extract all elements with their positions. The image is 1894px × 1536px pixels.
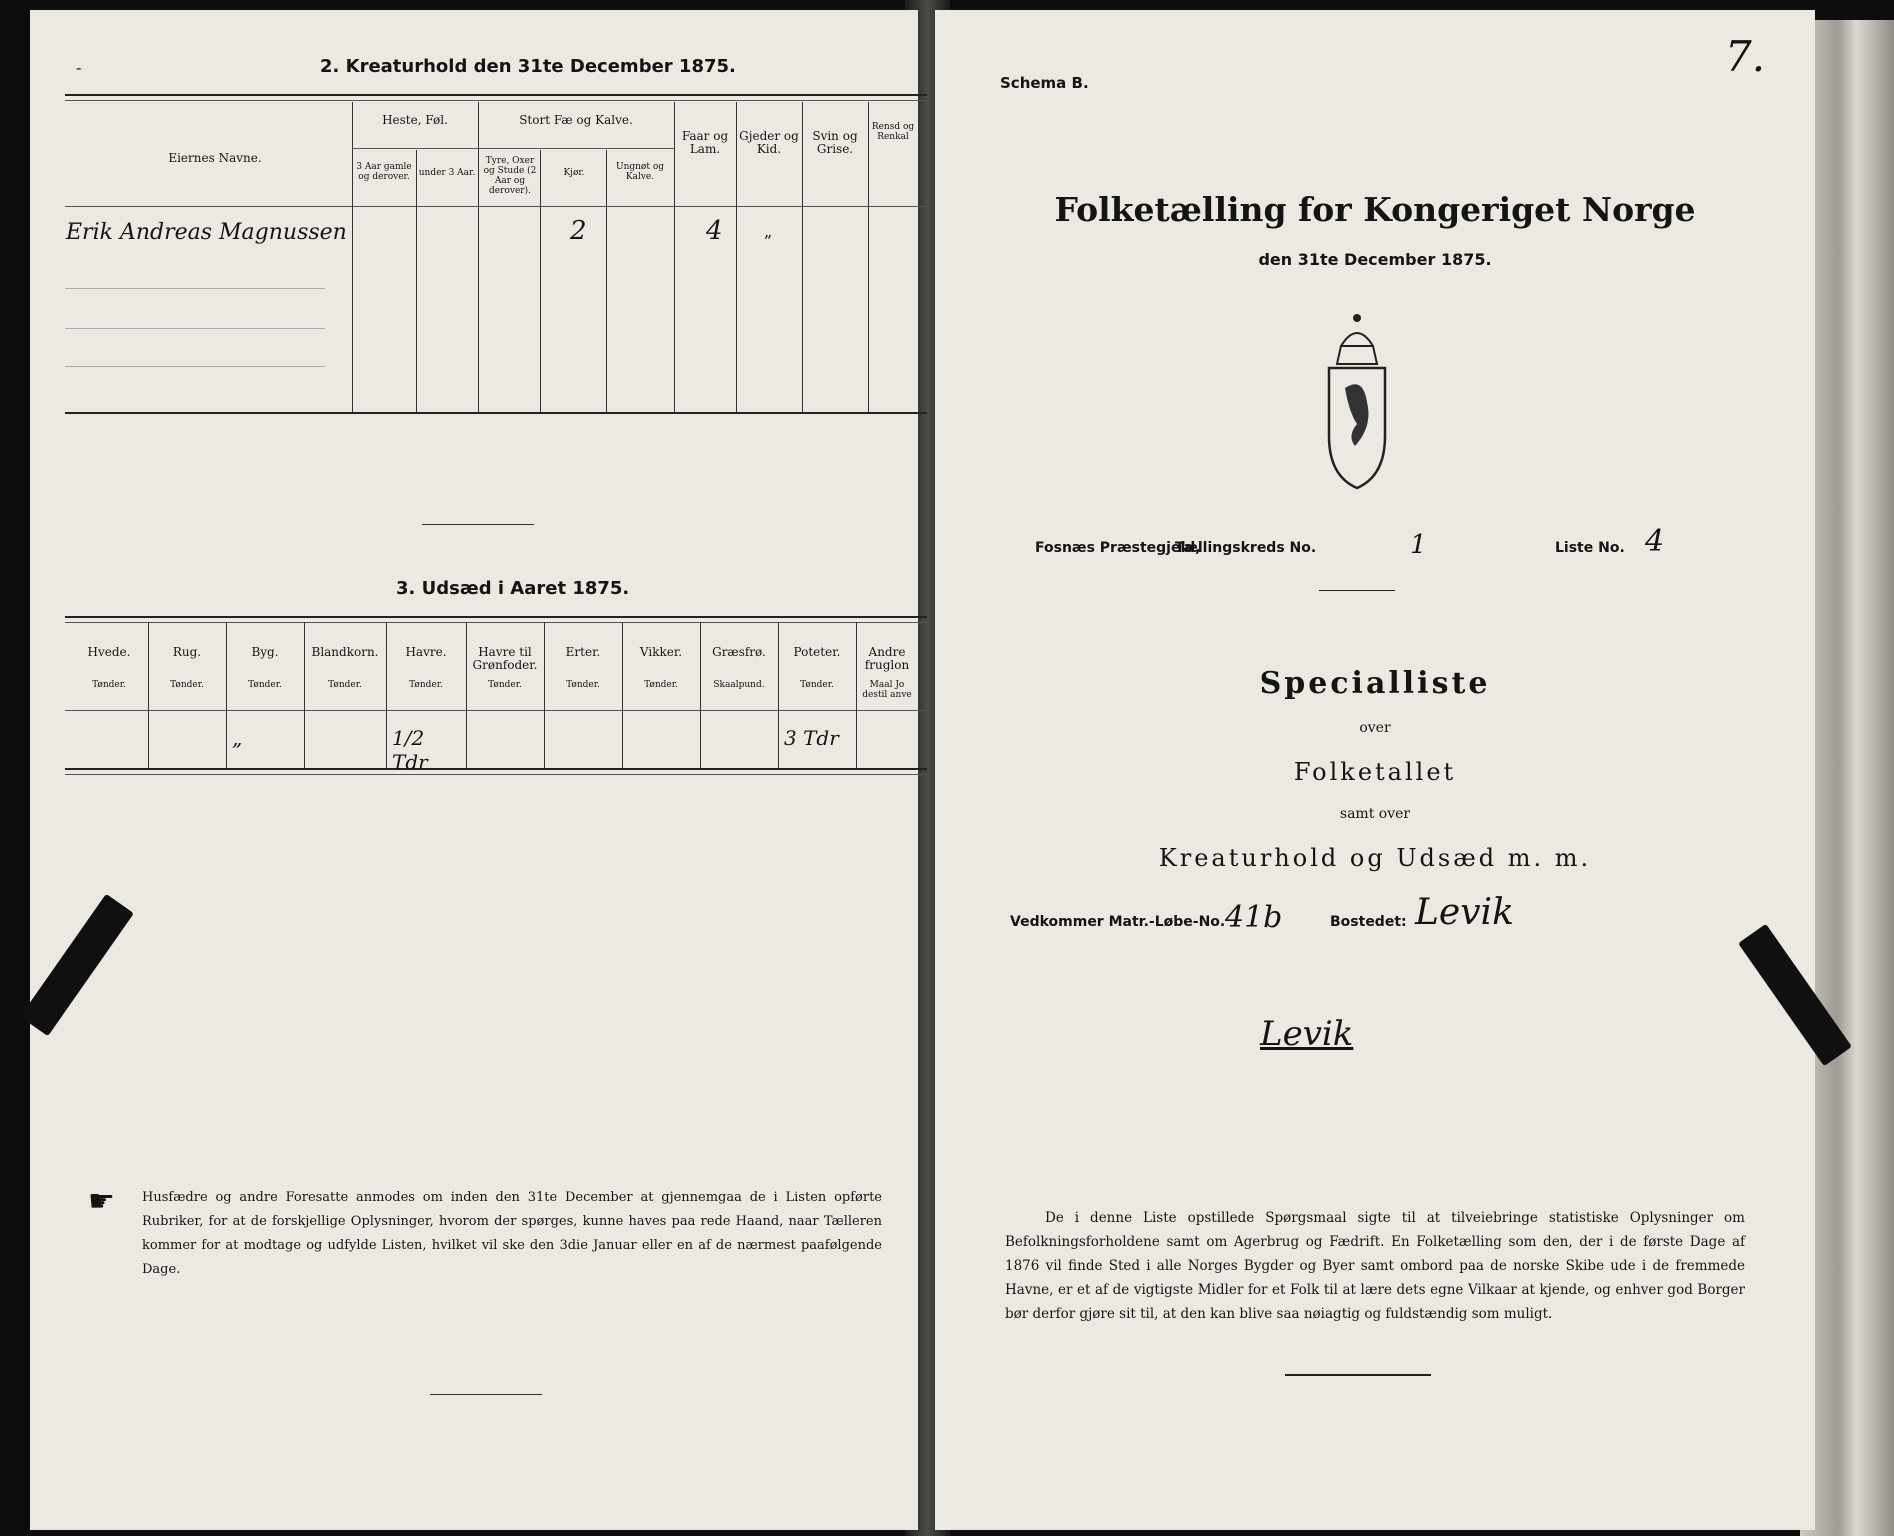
place-name: Levik <box>1260 1014 1354 1054</box>
intro-paragraph: De i denne Liste opstillede Spørgsmaal sigte til at tilveiebringe statistiske Oplysninger om Befolkningsforholdene samt om Agerbrug og Fædrift. En Folketælling som den, der i de første Dage af 1876 vil finde Sted i alle Norges Bygder og Byer samt ombord paa de norske Skibe ude i de fremmede Havne, er et af de vigtigste Midler for et Folk til at lære dets egne Vilkaar at kjende, og enhver god Borger bør derfor gjøre sit til, at den kan blive saa nøiagtig og fuldstændig som muligt. <box>1005 1210 1745 1322</box>
table3-bottom-rule <box>65 768 927 770</box>
pointing-hand-icon: ☛ <box>88 1184 115 1219</box>
subheader-rule <box>352 148 674 149</box>
page-number: 7. <box>1725 32 1766 81</box>
left-page <box>30 10 918 1530</box>
sheep-count: 4 <box>706 216 723 246</box>
seed-col-unit: Maal Jo destil anve <box>862 680 912 700</box>
bosted-value: Levik <box>1415 892 1514 933</box>
header-owner: Eiernes Navne. <box>168 151 262 165</box>
matr-value: 41b <box>1225 900 1283 935</box>
separator-rule <box>1319 590 1395 591</box>
col-rule <box>736 102 737 412</box>
seed-col-header: Vikker. <box>639 645 683 659</box>
seed-col-unit: Skaalpund. <box>713 680 765 690</box>
col-rule <box>674 102 675 412</box>
col-rule <box>540 150 541 412</box>
coat-of-arms-icon <box>1319 306 1395 492</box>
table2-top-rule <box>65 94 927 96</box>
seed-col-unit: Tønder. <box>488 680 522 690</box>
header-cattle-sub1: Tyre, Oxer og Stude (2 Aar og derover). <box>483 156 537 196</box>
seed-col-header: Græsfrø. <box>712 645 766 659</box>
list-label: Liste No. <box>1555 540 1625 556</box>
kreaturhold-label: Kreaturhold og Udsæd m. m. <box>1158 844 1592 872</box>
header-reindeer: Rensd og Renkal <box>871 122 915 142</box>
seed-col-unit: Tønder. <box>92 680 126 690</box>
table2-header-rule <box>65 206 927 207</box>
specialliste-title: Specialliste <box>1259 666 1491 701</box>
header-pigs: Svin og Grise. <box>812 129 858 156</box>
seed-col-header: Byg. <box>251 645 279 659</box>
samt-over-label: samt over <box>1339 806 1411 822</box>
seed-col-header: Blandkorn. <box>311 645 379 659</box>
owner-name: Erik Andreas Magnussen <box>66 220 347 245</box>
col-rule <box>606 150 607 412</box>
table3-top-rule <box>65 616 927 618</box>
seed-cell-value: „ <box>232 726 243 750</box>
seed-col-rule <box>304 622 305 768</box>
seed-col-unit: Tønder. <box>328 680 362 690</box>
separator-rule <box>422 524 534 525</box>
seed-col-unit: Tønder. <box>170 680 204 690</box>
seed-col-rule <box>622 622 623 768</box>
row-rule <box>65 288 325 289</box>
main-subtitle: den 31te December 1875. <box>1258 250 1492 269</box>
schema-label: Schema B. <box>1000 74 1089 92</box>
seed-col-header: Erter. <box>565 645 601 659</box>
seed-col-header: Rug. <box>172 645 202 659</box>
row-rule <box>65 366 325 367</box>
col-rule <box>416 150 417 412</box>
bosted-label: Bostedet: <box>1330 914 1407 930</box>
header-horses: Heste, Føl. <box>382 113 448 127</box>
seed-col-unit: Tønder. <box>409 680 443 690</box>
list-value: 4 <box>1645 524 1665 559</box>
seed-col-rule <box>544 622 545 768</box>
over-label: over <box>1359 720 1391 736</box>
seed-col-header: Havre. <box>405 645 447 659</box>
notice-text: Husfædre og andre Foresatte anmodes om inden den 31te December at gjennemgaa de i Listen opførte Rubriker, for at de forskjellige Oplysninger, hvorom der spørges, kunne haves paa rede Haand, naar Tælleren kommer for at modtage og udfylde Listen, hvilket vil ske den 3die Januar eller en af de nærmest paafølgende Dage. <box>142 1190 882 1277</box>
folketallet-label: Folketallet <box>1293 758 1457 786</box>
header-horses-sub1: 3 Aar gamle og derover. <box>356 162 412 182</box>
right-page <box>935 10 1815 1530</box>
seed-col-header: Hvede. <box>87 645 131 659</box>
seed-cell-value: 1/2 Tdr <box>392 726 428 774</box>
header-sheep: Faar og Lam. <box>681 129 729 156</box>
seed-col-unit: Tønder. <box>644 680 678 690</box>
section3-title: 3. Udsæd i Aaret 1875. <box>396 578 630 599</box>
header-cattle-sub2: Kjør. <box>563 168 585 178</box>
table2-bottom-rule <box>65 412 927 414</box>
seed-col-unit: Tønder. <box>800 680 834 690</box>
table3-bottom-rule2 <box>65 774 927 775</box>
seed-col-unit: Tønder. <box>248 680 282 690</box>
separator-rule <box>430 1394 542 1395</box>
separator-rule <box>1285 1374 1431 1376</box>
seed-col-rule <box>778 622 779 768</box>
header-cattle: Stort Fæ og Kalve. <box>519 113 633 127</box>
parish-label: Fosnæs Præstegjeld, <box>1035 540 1201 556</box>
seed-col-header: Andre fruglon <box>864 645 910 672</box>
table2-top-rule2 <box>65 100 927 101</box>
col-rule <box>868 102 869 412</box>
seed-cell-value: 3 Tdr <box>784 726 839 750</box>
header-goats: Gjeder og Kid. <box>739 129 799 156</box>
seed-col-header: Poteter. <box>793 645 841 659</box>
seed-col-rule <box>386 622 387 768</box>
row-rule <box>65 328 325 329</box>
page-mark: - <box>76 58 82 77</box>
main-title: Folketælling for Kongeriget Norge <box>1054 190 1696 229</box>
seed-col-rule <box>148 622 149 768</box>
header-horses-sub2: under 3 Aar. <box>418 168 476 178</box>
table3-top-rule2 <box>65 622 927 623</box>
seed-col-header: Havre til Grønfoder. <box>472 645 538 672</box>
seed-col-rule <box>700 622 701 768</box>
matr-label: Vedkommer Matr.-Løbe-No. <box>1010 914 1226 930</box>
goats-mark: „ <box>764 222 773 241</box>
cows-count: 2 <box>570 216 587 246</box>
seed-col-unit: Tønder. <box>566 680 600 690</box>
seed-col-rule <box>226 622 227 768</box>
header-cattle-sub3: Ungnøt og Kalve. <box>615 162 664 182</box>
district-label: Tællingskreds No. <box>1175 540 1317 556</box>
col-rule <box>802 102 803 412</box>
section2-title: 2. Kreaturhold den 31te December 1875. <box>320 56 736 77</box>
seed-col-rule <box>466 622 467 768</box>
district-value: 1 <box>1410 530 1427 560</box>
table3-header-rule <box>65 710 927 711</box>
